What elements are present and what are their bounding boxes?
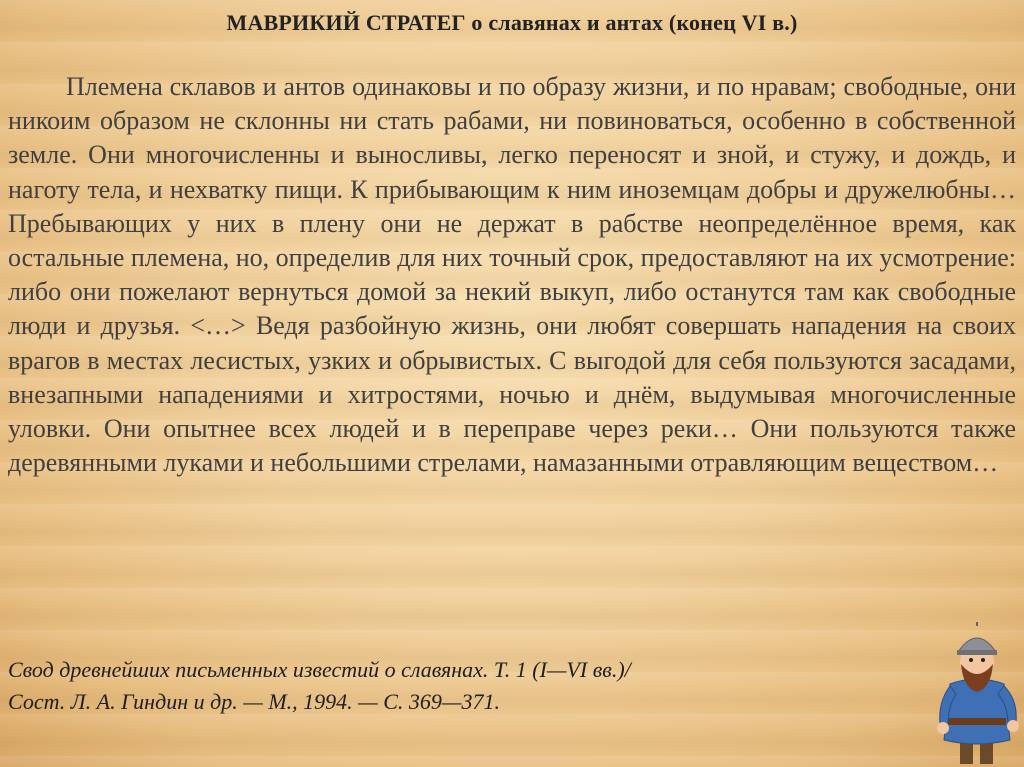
left-eye — [969, 658, 973, 662]
source-citation — [8, 654, 908, 718]
right-hand — [1007, 720, 1019, 732]
quote-text: Племена склавов и антов одинаковы и по образу жизни, и по нравам; свободные, они никоим образом не склонны ни стать рабами, ни повиноваться, особенно в собственной земле. Они многочисленны и выносливы, легко переносят и зной, и стужу, и дождь, и наготу тела, и нехватку пищи. К прибывающим к ним иноземцам добры и дружелюбны… Пребывающих у них в плену они не держат в рабстве неопределённое время, как остальные племена, но, определив для них точный срок, предоставляют на их усмотрение: либо они пожелают вернуться домой за некий выкуп, либо останутся там как свободные люди и друзья. <…> Ведя разбойную жизнь, они любят совершать нападения на своих врагов в местах лесистых, узких и обрывистых. С выгодой для себя пользуются засадами, внезапными нападениями и хитростями, ночью и днём, выдумывая многочисленные уловки. Они опытнее всех людей и в переправе через реки… Они пользуются также деревянными луками и небольшими стрелами, намазанными отравляющим веществом… — [8, 72, 1016, 478]
source-line-1: Свод древнейших письменных известий о славянах. Т. 1 (I—VI вв.)/ — [8, 657, 631, 682]
right-eye — [981, 658, 985, 662]
left-hand — [937, 722, 949, 734]
source-line-2: Сост. Л. А. Гиндин и др. — М., 1994. — С. 369—371. — [8, 689, 500, 714]
helmet — [958, 638, 996, 652]
belt — [948, 718, 1006, 725]
slide-title: МАВРИКИЙ СТРАТЕГ о славянах и антах (конец VI в.) — [226, 10, 798, 35]
bogatyr-warrior-icon — [930, 622, 1024, 767]
helmet-rim — [957, 650, 997, 655]
